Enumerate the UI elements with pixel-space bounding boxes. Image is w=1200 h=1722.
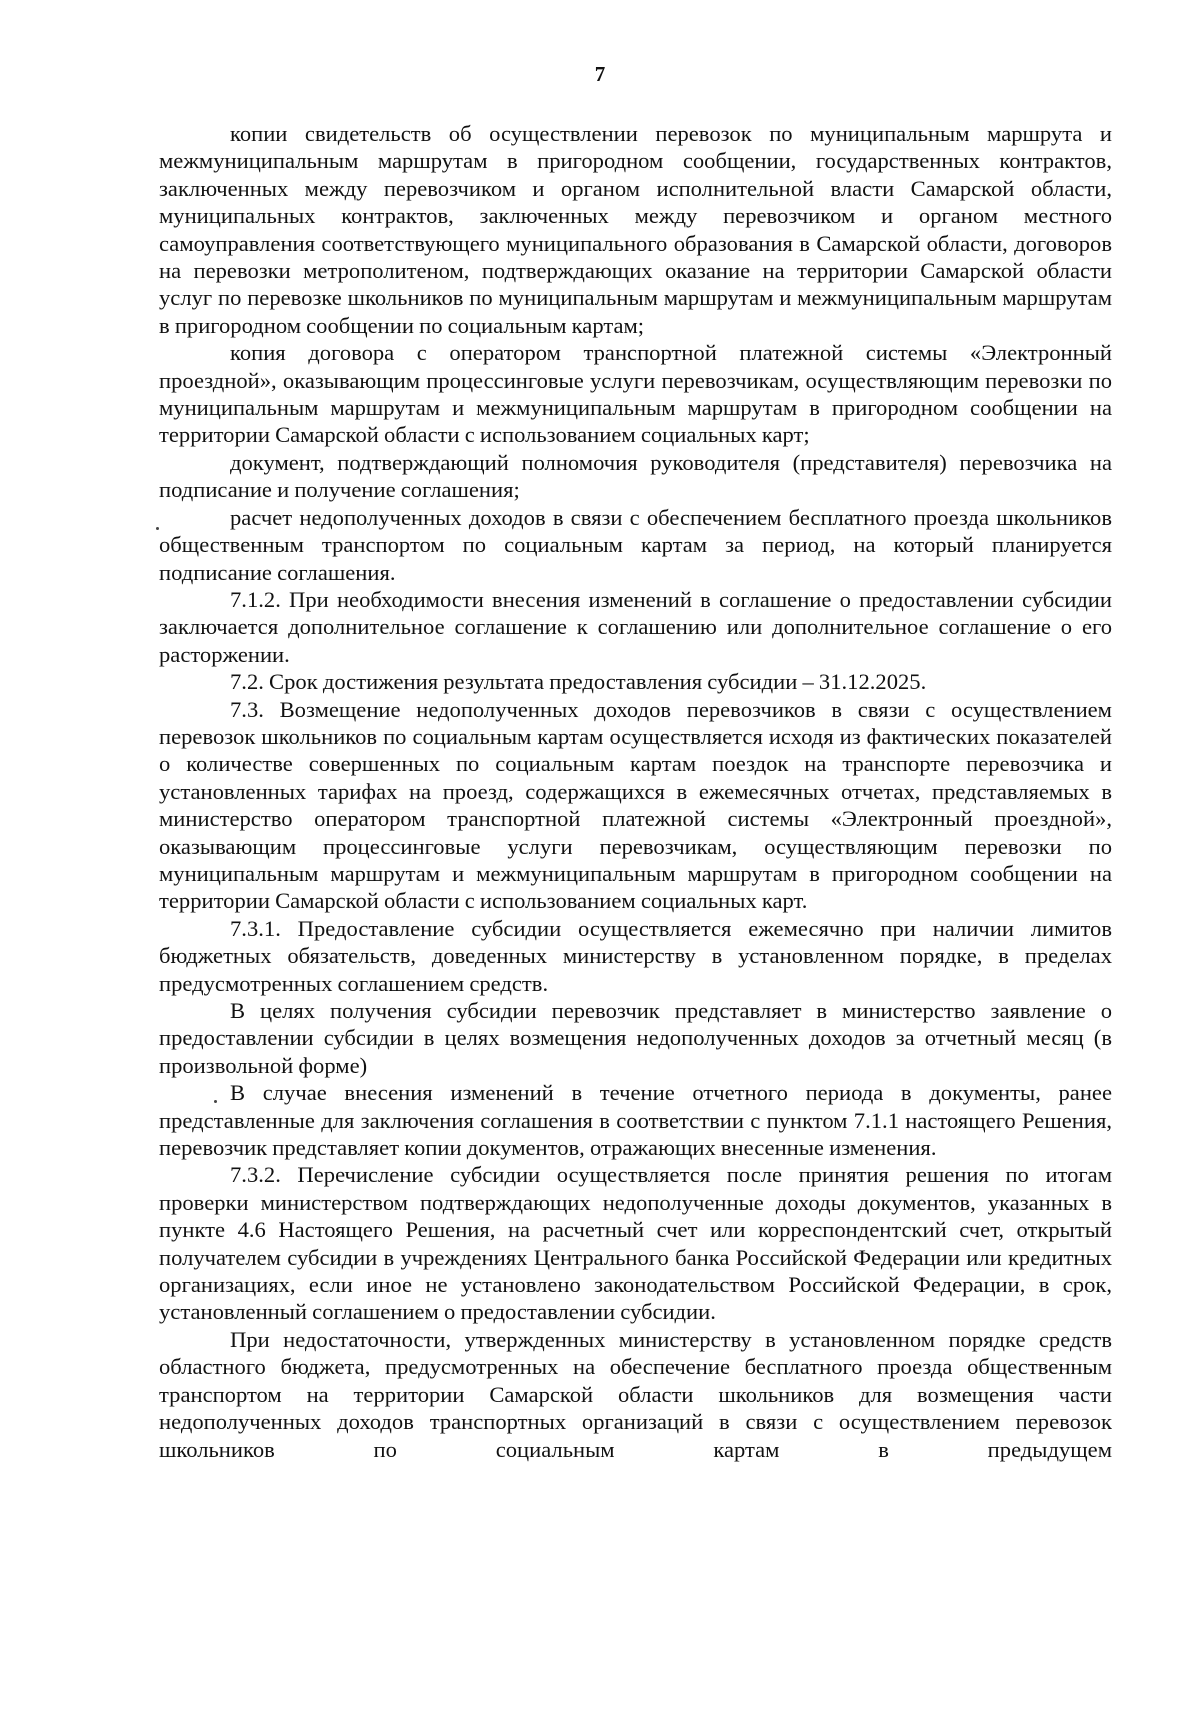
scan-speck — [214, 1100, 217, 1103]
paragraph-7-1-2: 7.1.2. При необходимости внесения изменений в соглашение о предоставлении субсидии заключается дополнительное соглашение к соглашению или дополнительное соглашение о его расторжении. — [159, 586, 1112, 667]
paragraph-7-3-2: 7.3.2. Перечисление субсидии осуществляется после принятия решения по итогам проверки министерством подтверждающих недополученные доходы документов, указанных в пункте 4.6 Настоящего Решения, на расчетный счет или корреспондентский счет, открытый получателем субсидии в учреждениях Центрального банка Российской Федерации или кредитных организациях, если иное не установлено законодательством Российской Федерации, в срок, установленный соглашением о предоставлении субсидии. — [159, 1162, 1112, 1325]
paragraph-7-2: 7.2. Срок достижения результата предоставления субсидии – 31.12.2025. — [230, 669, 927, 695]
paragraph-lost-income-calculation: расчет недополученных доходов в связи с обеспечением бесплатного проезда школьников общественным транспортом по социальным картам за период, на который планируется подписание соглашения. — [159, 504, 1112, 585]
paragraph-7-3: 7.3. Возмещение недополученных доходов перевозчиков в связи с осуществлением перевозок школьников по социальным картам осуществляется исходя из фактических показателей о количестве совершенных по социальным картам поездок на транспорте перевозчика и установленных тарифах на проезд, содержащихся в ежемесячных отчетах, представляемых в министерство оператором транспортной платежной системы «Электронный проездной», оказывающим процессинговые услуги перевозчикам, осуществляющим перевозки по муниципальным маршрутам и межмуниципальным маршрутам в пригородном сообщении на территории Самарской области с использованием социальных карт. — [159, 696, 1112, 914]
page-number: 7 — [594, 62, 606, 86]
paragraph-operator-contract: копия договора с оператором транспортной платежной системы «Электронный проездной», оказывающим процессинговые услуги перевозчикам, осуществляющим перевозки по муниципальным маршрутам и межмуниципальным маршрутам в пригородном сообщении на территории Самарской области с использованием социальных карт; — [159, 340, 1112, 448]
scan-speck — [156, 527, 159, 530]
paragraph-application: В целях получения субсидии перевозчик представляет в министерство заявление о предоставлении субсидии в целях возмещения недополученных доходов за отчетный месяц (в произвольной форме) — [159, 998, 1112, 1078]
paragraph-document-changes: В случае внесения изменений в течение отчетного периода в документы, ранее представленные для заключения соглашения в соответствии с пунктом 7.1.1 настоящего Решения, перевозчик представляет копии документов, отражающих внесенные изменения. — [159, 1080, 1112, 1161]
document-body — [159, 120, 1112, 1463]
paragraph-authority-document: документ, подтверждающий полномочия руководителя (представителя) перевозчика на подписание и получение соглашения; — [159, 449, 1112, 503]
paragraph-certificates: копии свидетельств об осуществлении перевозок по муниципальным маршрута и межмуниципальным маршрутам в пригородном сообщении, государственных контрактов, заключенных между перевозчиком и органом исполнительной власти Самарской области, муниципальных контрактов, заключенных между перевозчиком и органом местного самоуправления соответствующего муниципального образования в Самарской области, договоров на перевозки метрополитеном, подтверждающих оказание на территории Самарской области услуг по перевозке школьников по муниципальным маршрутам и межмуниципальным маршрутам в пригородном сообщении по социальным картам; — [159, 121, 1112, 338]
paragraph-insufficiency: При недостаточности, утвержденных министерству в установленном порядке средств областного бюджета, предусмотренных на обеспечение бесплатного проезда общественным транспортом на территории Самарской области школьников для возмещения части недополученных доходов транспортных организаций в связи с осуществлением перевозок школьников по социальным картам в предыдущем — [159, 1326, 1112, 1462]
paragraph-7-3-1: 7.3.1. Предоставление субсидии осуществляется ежемесячно при наличии лимитов бюджетных обязательств, доведенных министерству в установленном порядке, в пределах предусмотренных соглашением средств. — [159, 915, 1112, 996]
